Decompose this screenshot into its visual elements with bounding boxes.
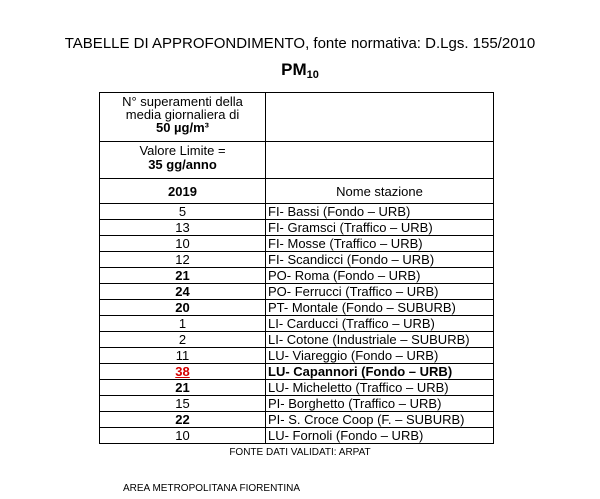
table-row [100,236,494,252]
exceedance-label-line1: N° superamenti della [122,94,243,109]
station-name: PO- Roma (Fondo – URB) [266,268,494,284]
exceedance-label-line2: media giornaliera di [125,107,240,122]
header-row-columns [100,179,494,204]
table-row [100,364,494,380]
document-title: TABELLE DI APPROFONDIMENTO, fonte normativa: D.Lgs. 155/2010 [64,35,536,52]
year-header: 2019 [100,179,266,204]
exceedance-count: 12 [100,252,266,268]
exceedance-count: 22 [100,412,266,428]
station-name: PI- Borghetto (Traffico – URB) [266,396,494,412]
exceedance-count: 24 [100,284,266,300]
exceedance-count: 5 [100,204,266,220]
station-name: LU- Capannori (Fondo – URB) [266,364,494,380]
exceedance-count [100,364,266,380]
pollutant-name: PM [281,60,307,79]
exceedance-count: 15 [100,396,266,412]
exceedance-count: 20 [100,300,266,316]
table-row [100,204,494,220]
station-name: FI- Scandicci (Fondo – URB) [266,252,494,268]
header-row-limit [100,142,494,179]
station-name: LI- Carducci (Traffico – URB) [266,316,494,332]
station-name: FI- Gramsci (Traffico – URB) [266,220,494,236]
exceedance-count: 21 [100,268,266,284]
table-row [100,252,494,268]
table-row [100,380,494,396]
source-note: FONTE DATI VALIDATI: ARPAT [229,447,371,458]
station-name: LI- Cotone (Industriale – SUBURB) [266,332,494,348]
exceedance-header-cell [100,93,266,142]
limit-value-number: 35 gg/anno [148,157,217,172]
exceedance-count: 10 [100,236,266,252]
table-row [100,428,494,444]
exceedance-threshold: 50 µg/m³ [155,120,209,135]
exceedance-count-over-limit: 38 [175,364,190,379]
header-row-exceedances [100,93,494,142]
limit-label: Valore Limite = [139,143,226,158]
table-row [100,396,494,412]
station-name: LU- Viareggio (Fondo – URB) [266,348,494,364]
empty-header-cell [266,142,494,179]
area-label: AREA METROPOLITANA FIORENTINA [123,483,301,494]
station-name: FI- Bassi (Fondo – URB) [266,204,494,220]
exceedance-count: 21 [100,380,266,396]
pollutant-heading [0,60,600,80]
table-row [100,412,494,428]
table-row [100,348,494,364]
table-row [100,220,494,236]
exceedance-table [99,92,494,444]
empty-header-cell [266,93,494,142]
exceedance-count: 2 [100,332,266,348]
table-row [100,300,494,316]
station-name: PT- Montale (Fondo – SUBURB) [266,300,494,316]
station-rows [100,204,494,444]
limit-header-cell [100,142,266,179]
limit-value [100,158,265,172]
table-row [100,268,494,284]
station-name: PO- Ferrucci (Traffico – URB) [266,284,494,300]
table-row [100,316,494,332]
exceedance-count: 1 [100,316,266,332]
pollutant-subscript: 10 [306,69,319,81]
station-name: FI- Mosse (Traffico – URB) [266,236,494,252]
station-header: Nome stazione [266,179,494,204]
exceedance-count: 11 [100,348,266,364]
table-row [100,332,494,348]
exceedance-count: 10 [100,428,266,444]
exceedance-count: 13 [100,220,266,236]
station-name: LU- Micheletto (Traffico – URB) [266,380,494,396]
table-row [100,284,494,300]
station-name: PI- S. Croce Coop (F. – SUBURB) [266,412,494,428]
station-name: LU- Fornoli (Fondo – URB) [266,428,494,444]
